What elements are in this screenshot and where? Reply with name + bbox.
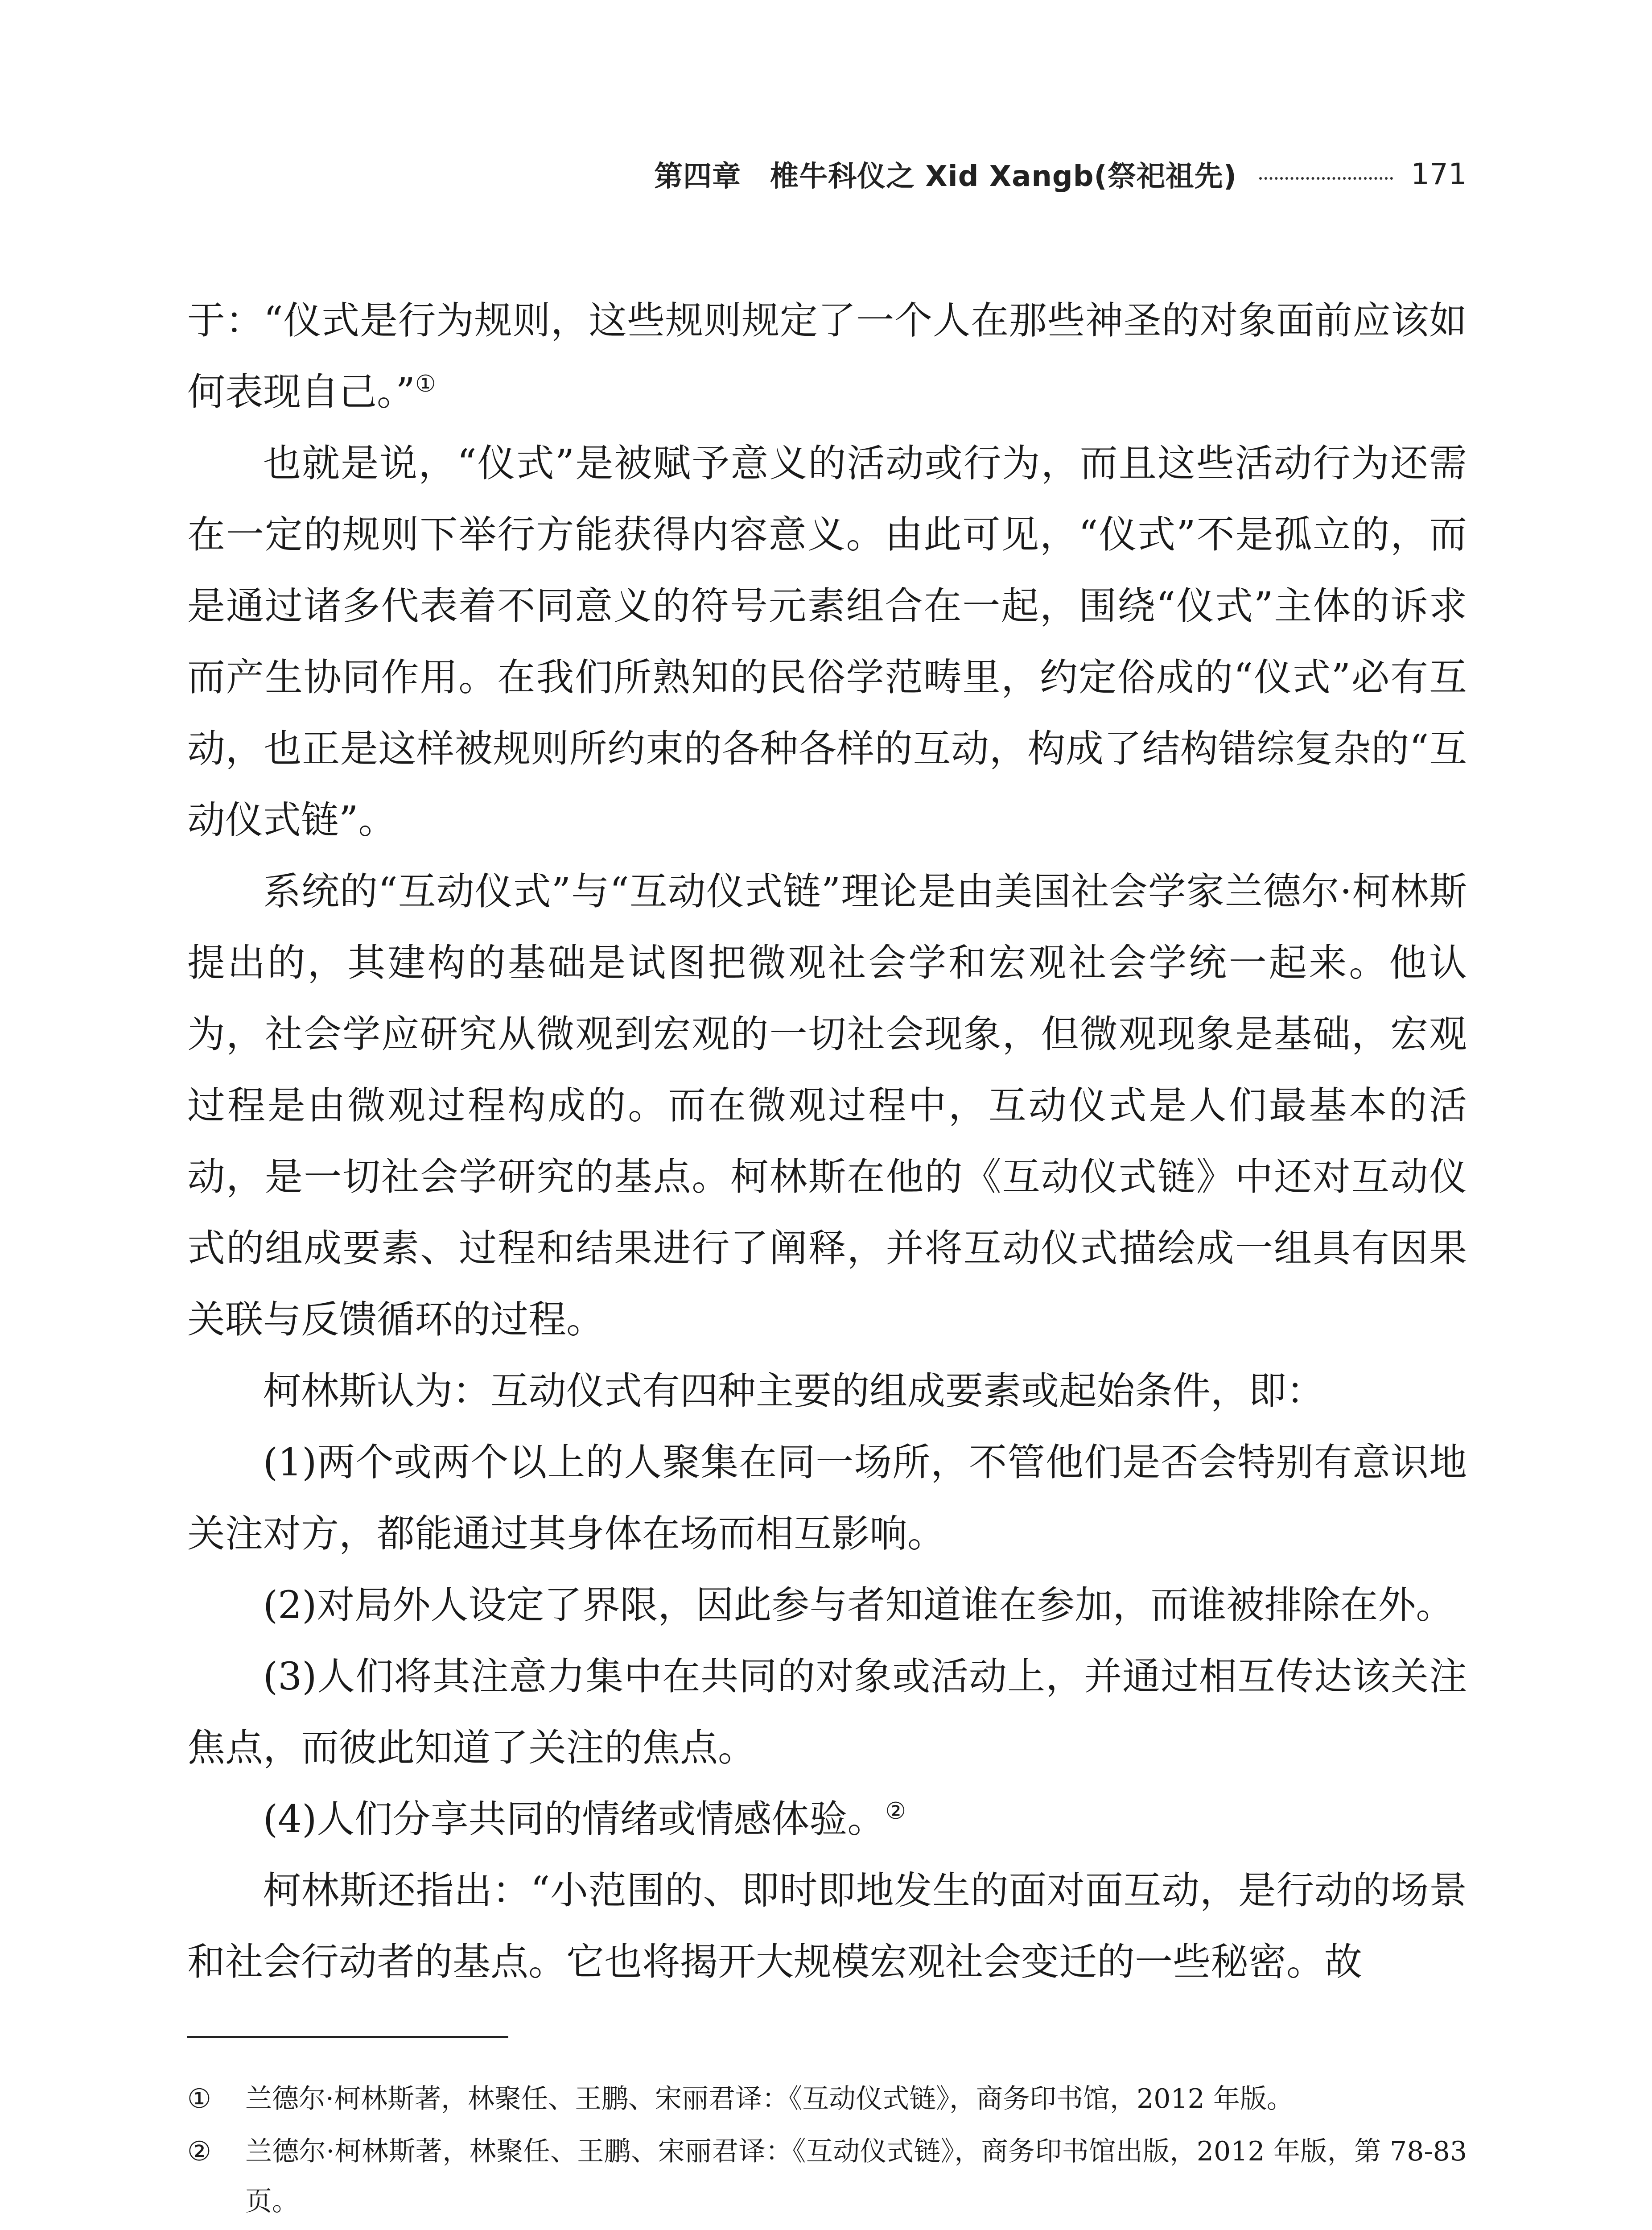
- list-item-2: [187, 1570, 1467, 1641]
- paragraph-5: [187, 1855, 1467, 1998]
- paragraph-1-text: 于：“仪式是行为规则，这些规则规定了一个人在那些神圣的对象面前应该如何表现自己。”: [187, 299, 1467, 414]
- footnote-separator: [187, 2036, 508, 2038]
- list-item-4: [187, 1784, 1467, 1855]
- paragraph-5-text: 柯林斯还指出：“小范围的、即时即地发生的面对面互动，是行动的场景和社会行动者的基点。它也将揭开大规模宏观社会变迁的一些秘密。故: [187, 1869, 1467, 1984]
- list-item-2-text: (2)对局外人设定了界限，因此参与者知道谁在参加，而谁被排除在外。: [263, 1583, 1454, 1627]
- page-number: 171: [1411, 157, 1467, 191]
- footnote-ref-1: ①: [415, 371, 436, 397]
- footnote-2-mark: ②: [187, 2136, 211, 2167]
- paragraph-3-text: 系统的“互动仪式”与“互动仪式链”理论是由美国社会学家兰德尔·柯林斯提出的，其建构的基础是试图把微观社会学和宏观社会学统一起来。他认为，社会学应研究从微观到宏观的一切社会现象，但微观现象是基础，宏观过程是由微观过程构成的。而在微观过程中，互动仪式是人们最基本的活动，是一切社会学研究的基点。柯林斯在他的《互动仪式链》中还对互动仪式的组成要素、过程和结果进行了阐释，并将互动仪式描绘成一组具有因果关联与反馈循环的过程。: [187, 870, 1467, 1342]
- footnote-2: [187, 2127, 1467, 2226]
- list-item-1: [187, 1427, 1467, 1570]
- header-leader-dots: [1259, 177, 1393, 180]
- list-item-1-text: (1)两个或两个以上的人聚集在同一场所，不管他们是否会特别有意识地关注对方，都能通过其身体在场而相互影响。: [187, 1441, 1467, 1556]
- running-header: [187, 147, 1467, 201]
- paragraph-3: [187, 856, 1467, 1356]
- list-item-3: [187, 1641, 1467, 1784]
- list-item-4-text: (4)人们分享共同的情绪或情感体验。: [263, 1797, 886, 1842]
- list-item-3-text: (3)人们将其注意力集中在共同的对象或活动上，并通过相互传达该关注焦点，而彼此知道了关注的焦点。: [187, 1655, 1467, 1770]
- footnote-ref-2: ②: [885, 1798, 906, 1825]
- paragraph-1: [187, 285, 1467, 428]
- footnote-1-mark: ①: [187, 2083, 211, 2114]
- chapter-title: 第四章 椎牛科仪之 Xid Xangb(祭祀祖先): [654, 160, 1237, 193]
- footnote-1-text: 兰德尔·柯林斯著，林聚任、王鹏、宋丽君译：《互动仪式链》，商务印书馆，2012 年版。: [245, 2083, 1294, 2114]
- paragraph-4: [187, 1356, 1467, 1427]
- paragraph-2: [187, 428, 1467, 856]
- footnote-1: [187, 2074, 1467, 2124]
- paragraph-2-text: 也就是说，“仪式”是被赋予意义的活动或行为，而且这些活动行为还需在一定的规则下举行方能获得内容意义。由此可见，“仪式”不是孤立的，而是通过诸多代表着不同意义的符号元素组合在一起，围绕“仪式”主体的诉求而产生协同作用。在我们所熟知的民俗学范畴里，约定俗成的“仪式”必有互动，也正是这样被规则所约束的各种各样的互动，构成了结构错综复杂的“互动仪式链”。: [187, 442, 1467, 842]
- footnote-2-text: 兰德尔·柯林斯著，林聚任、王鹏、宋丽君译：《互动仪式链》，商务印书馆出版，2012 年版，第 78-83 页。: [245, 2136, 1467, 2217]
- paragraph-4-text: 柯林斯认为：互动仪式有四种主要的组成要素或起始条件，即：: [263, 1369, 1325, 1413]
- footnotes: [187, 2074, 1467, 2229]
- body-text: [187, 285, 1467, 1998]
